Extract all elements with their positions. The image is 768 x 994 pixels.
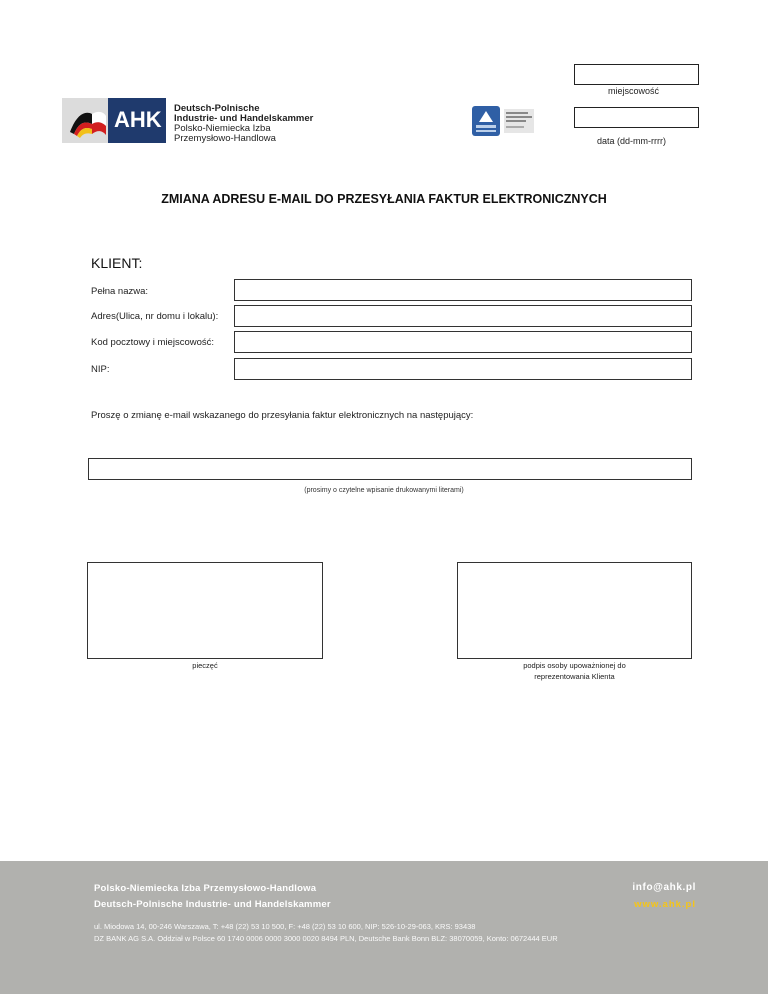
field-label-full-name: Pełna nazwa:: [91, 286, 149, 297]
request-text: Proszę o zmianę e-mail wskazanego do przesyłania faktur elektronicznych na następujący:: [91, 410, 474, 421]
nip-input[interactable]: [234, 358, 692, 380]
postal-city-input[interactable]: [234, 331, 692, 353]
org-name-block: [174, 104, 313, 144]
stamp-label: pieczęć: [192, 661, 218, 670]
ahk-logo: [62, 98, 166, 143]
address-input[interactable]: [234, 305, 692, 327]
org-pl-line2: Przemysłowo-Handlowa: [174, 133, 276, 144]
stamp-box[interactable]: [87, 562, 323, 659]
field-label-nip: NIP:: [91, 364, 110, 375]
email-input[interactable]: [88, 458, 692, 480]
signature-label-line1: podpis osoby upoważnionej do: [523, 661, 626, 670]
signature-box[interactable]: [457, 562, 692, 659]
footer-website-link[interactable]: www.ahk.pl: [634, 899, 696, 910]
field-label-address: Adres(Ulica, nr domu i lokalu):: [91, 311, 219, 322]
signature-label: [457, 660, 692, 682]
footer-email-link[interactable]: info@ahk.pl: [632, 882, 696, 893]
org-de-line1: Deutsch-Polnische: [174, 103, 260, 114]
form-title: ZMIANA ADRESU E-MAIL DO PRZESYŁANIA FAKTUR ELEKTRONICZNYCH: [161, 192, 607, 206]
org-de-line2: Industrie- und Handelskammer: [174, 113, 314, 124]
place-input[interactable]: [574, 64, 699, 85]
signature-label-line2: reprezentowania Klienta: [534, 672, 615, 681]
logo-text: AHK: [114, 107, 162, 132]
footer-address: ul. Miodowa 14, 00-246 Warszawa, T: +48 (22) 53 10 500, F: +48 (22) 53 10 600, NIP: 526-10-29-063, KRS: 93438: [94, 922, 476, 931]
org-pl-line1: Polsko-Niemiecka Izba: [174, 123, 271, 134]
place-label: miejscowość: [608, 86, 660, 96]
certification-badge: [472, 106, 536, 136]
footer-org-pl: Polsko-Niemiecka Izba Przemysłowo-Handlowa: [94, 883, 317, 894]
footer-bank: DZ BANK AG S.A. Oddział w Polsce 60 1740 0006 0000 3000 0020 8494 PLN, Deutsche Bank Bonn BLZ: 38070059, Konto: 0672444 EUR: [94, 934, 558, 943]
full-name-input[interactable]: [234, 279, 692, 301]
client-heading: KLIENT:: [91, 255, 143, 271]
date-input[interactable]: [574, 107, 699, 128]
field-label-postal-city: Kod pocztowy i miejscowość:: [91, 337, 215, 348]
email-hint: (prosimy o czytelne wpisanie drukowanymi literami): [304, 487, 464, 494]
footer: [0, 861, 768, 994]
date-label: data (dd-mm-rrrr): [597, 136, 666, 146]
footer-org-de: Deutsch-Polnische Industrie- und Handelskammer: [94, 899, 331, 910]
tuv-certificate-icon: [472, 106, 536, 136]
